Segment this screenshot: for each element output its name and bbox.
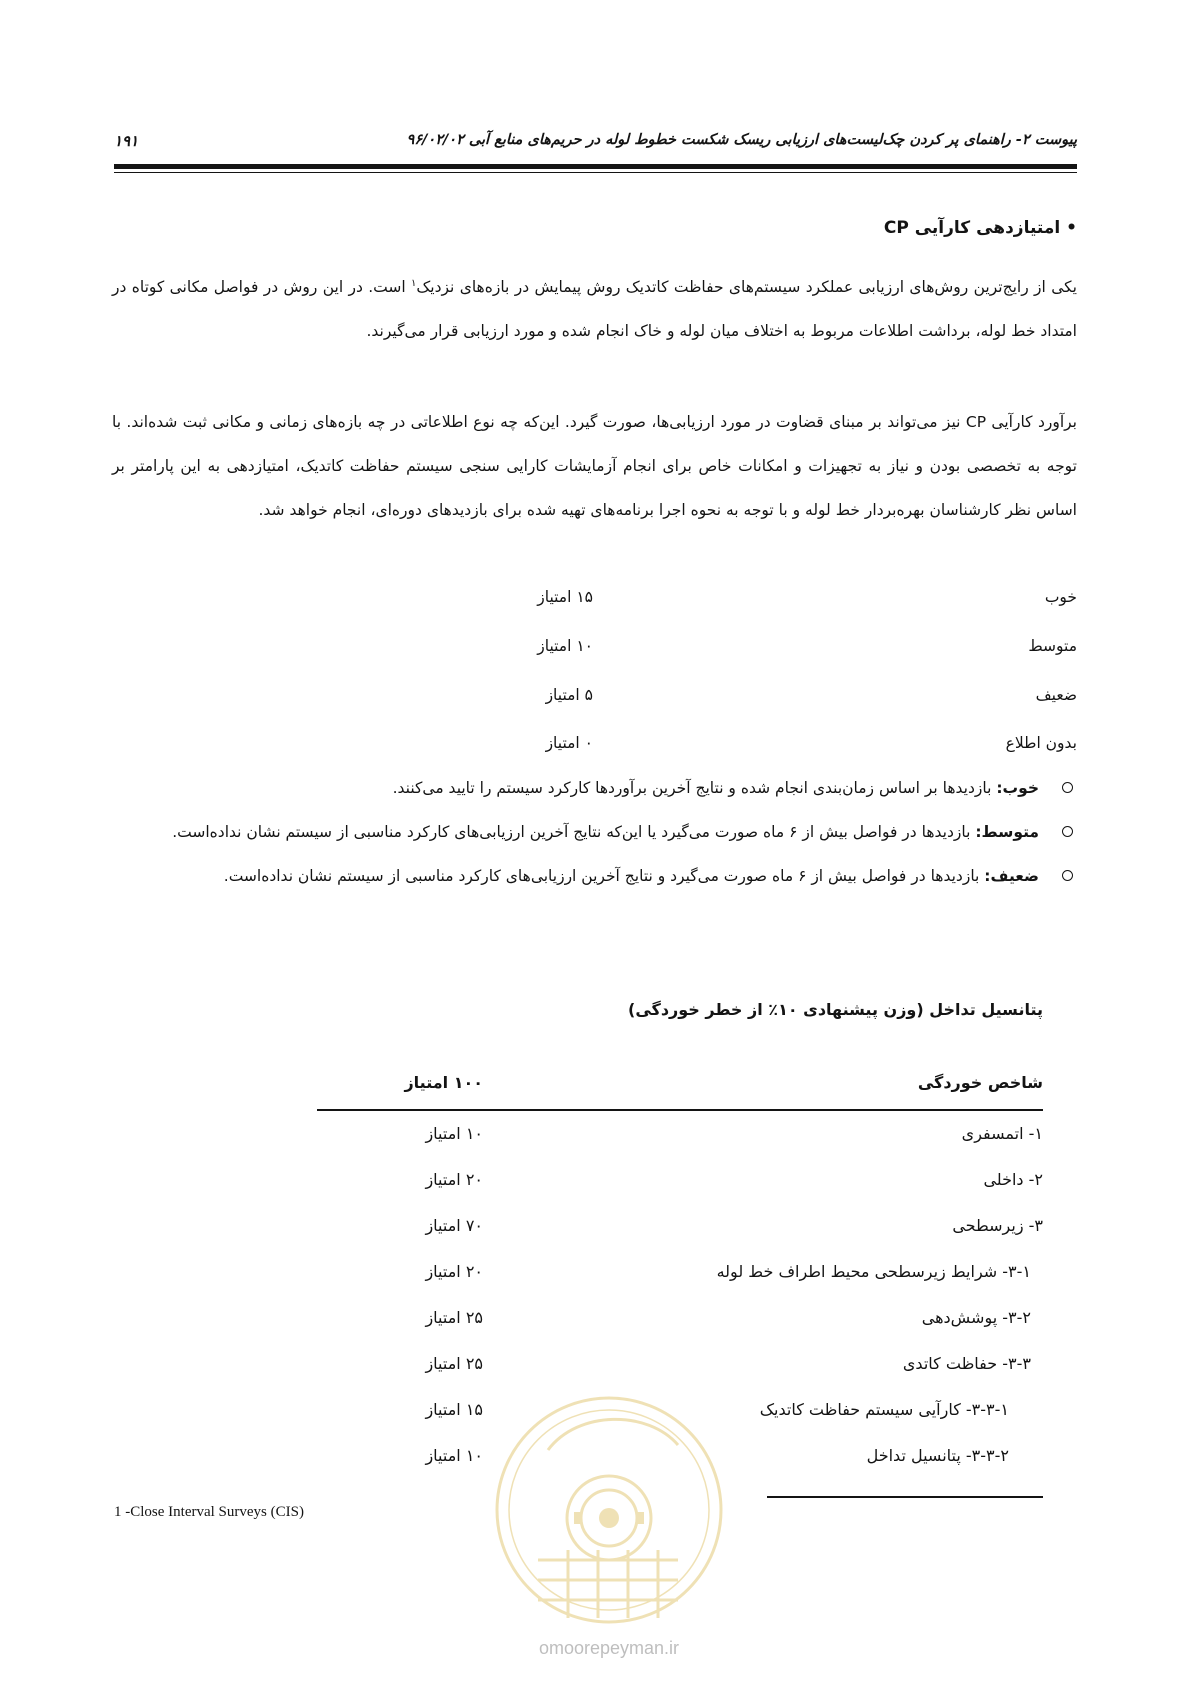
paragraph-1-rest: است. در این روش در فواصل مکانی کوتاه در امتداد خط لوله، برداشت اطلاعات مربوط به اختلاف میان لوله و خاک انجام شده و مورد ارزیابی قرار می‌گیرند. bbox=[112, 278, 1077, 341]
bullet-term: خوب: bbox=[996, 779, 1039, 797]
list-item bbox=[112, 854, 1077, 898]
list-item bbox=[112, 766, 1077, 810]
footnote-mark: ۱ bbox=[411, 278, 417, 289]
table-rule-top bbox=[317, 1109, 1043, 1111]
score-label: خوب bbox=[1044, 588, 1077, 606]
table-header-label: شاخص خوردگی bbox=[917, 1073, 1043, 1092]
score-row bbox=[0, 637, 1191, 667]
score-value: ۰ امتیاز bbox=[545, 734, 593, 752]
table-row-label: ۳-۳- حفاظت کاتدی bbox=[902, 1354, 1031, 1373]
paragraph-2: برآورد کارآیی CP نیز می‌تواند بر مبنای قضاوت در مورد ارزیابی‌ها، صورت گیرد. این‌که چه نوع اطلاعاتی در چه بازه‌های زمانی و مکانی ثبت شده‌اند. با توجه به تخصصی بودن و نیاز به تجهیزات و امکانات خاص برای انجام آزمایشات کارایی سنجی سیستم حفاظت کاتدیک، امتیازدهی به این پارامتر بر اساس نظر کارشناسان بهره‌بردار خط لوله و با توجه به نحوه اجرا برنامه‌های تهیه شده برای بازدیدهای دوره‌ای، انجام خواهد شد. bbox=[112, 413, 1077, 519]
footnote: 1 -Close Interval Surveys (CIS) bbox=[114, 1504, 304, 1520]
score-value: ۱۵ امتیاز bbox=[537, 588, 593, 606]
header-rule-thick bbox=[114, 164, 1077, 169]
hollow-bullet-icon bbox=[1062, 826, 1073, 837]
score-label: بدون اطلاع bbox=[1005, 734, 1077, 752]
table-row-value: ۲۵ امتیاز bbox=[425, 1354, 483, 1373]
table-row-label: ۳-۳-۱- کارآیی سیستم حفاظت کاتدیک bbox=[759, 1400, 1009, 1419]
table-row-label: ۱- اتمسفری bbox=[961, 1124, 1043, 1143]
table-row-value: ۱۰ امتیاز bbox=[425, 1124, 483, 1143]
score-row bbox=[0, 686, 1191, 716]
score-label: متوسط bbox=[1028, 637, 1077, 655]
interference-potential-title: پتانسیل تداخل (وزن پیشنهادی ۱۰٪ از خطر خوردگی) bbox=[628, 1000, 1043, 1019]
score-row bbox=[0, 588, 1191, 618]
watermark-site: omoorepeyman.ir bbox=[538, 1638, 680, 1658]
score-value: ۱۰ امتیاز bbox=[537, 637, 593, 655]
score-value: ۵ امتیاز bbox=[545, 686, 593, 704]
rating-criteria-list bbox=[112, 766, 1077, 898]
score-label: ضعیف bbox=[1035, 686, 1077, 704]
watermark-seal-icon bbox=[478, 1390, 740, 1630]
table-row-value: ۱۰ امتیاز bbox=[425, 1446, 483, 1465]
table-row-label: ۳-۳-۲- پتانسیل تداخل bbox=[866, 1446, 1009, 1465]
hollow-bullet-icon bbox=[1062, 870, 1073, 881]
table-header-value: ۱۰۰ امتیاز bbox=[404, 1073, 483, 1092]
bullet-term: متوسط: bbox=[975, 823, 1039, 841]
page-number: ۱۹۱ bbox=[114, 132, 139, 150]
paragraph-1 bbox=[112, 262, 1077, 353]
table-row-label: ۳- زیرسطحی bbox=[952, 1216, 1043, 1235]
table-row-value: ۱۵ امتیاز bbox=[425, 1400, 483, 1419]
table-row-label: ۳-۲- پوشش‌دهی bbox=[921, 1308, 1031, 1327]
list-item bbox=[112, 810, 1077, 854]
table-row-value: ۲۵ امتیاز bbox=[425, 1308, 483, 1327]
header-rule-thin bbox=[114, 172, 1077, 173]
section-heading: • امتیازدهی کارآیی CP bbox=[883, 218, 1077, 238]
table-row-value: ۲۰ امتیاز bbox=[425, 1262, 483, 1281]
running-header bbox=[114, 128, 1077, 166]
bullet-term: ضعیف: bbox=[984, 867, 1039, 885]
bullet-text: بازدیدها بر اساس زمان‌بندی انجام شده و نتایج آخرین برآوردها کارکرد سیستم را تایید می‌کنند. bbox=[392, 779, 997, 797]
bullet-text: بازدیدها در فواصل بیش از ۶ ماه صورت می‌گیرد یا این‌که نتایج آخرین ارزیابی‌های کارکرد مناسبی از سیستم نشان نداده‌است. bbox=[172, 823, 976, 841]
paragraph-1-text: یکی از رایج‌ترین روش‌های ارزیابی عملکرد سیستم‌های حفاظت کاتدیک روش پیمایش در بازه‌های نزدیک bbox=[416, 278, 1077, 297]
watermark bbox=[478, 1390, 740, 1672]
score-row bbox=[0, 734, 1191, 764]
table-rule-bottom bbox=[767, 1496, 1043, 1498]
bullet-text: بازدیدها در فواصل بیش از ۶ ماه صورت می‌گیرد و نتایج آخرین ارزیابی‌های کارکرد مناسبی از سیستم نشان نداده‌است. bbox=[223, 867, 985, 885]
table-row-label: ۳-۱- شرایط زیرسطحی محیط اطراف خط لوله bbox=[716, 1262, 1031, 1281]
hollow-bullet-icon bbox=[1062, 782, 1073, 793]
table-row-value: ۲۰ امتیاز bbox=[425, 1170, 483, 1189]
table-row-value: ۷۰ امتیاز bbox=[425, 1216, 483, 1235]
table-row-label: ۲- داخلی bbox=[983, 1170, 1043, 1189]
running-title: پیوست ۲- راهنمای پر کردن چک‌لیست‌های ارزیابی ریسک شکست خطوط لوله در حریم‌های منابع آبی ۹۶/۰۲/۰۲ bbox=[406, 132, 1077, 148]
